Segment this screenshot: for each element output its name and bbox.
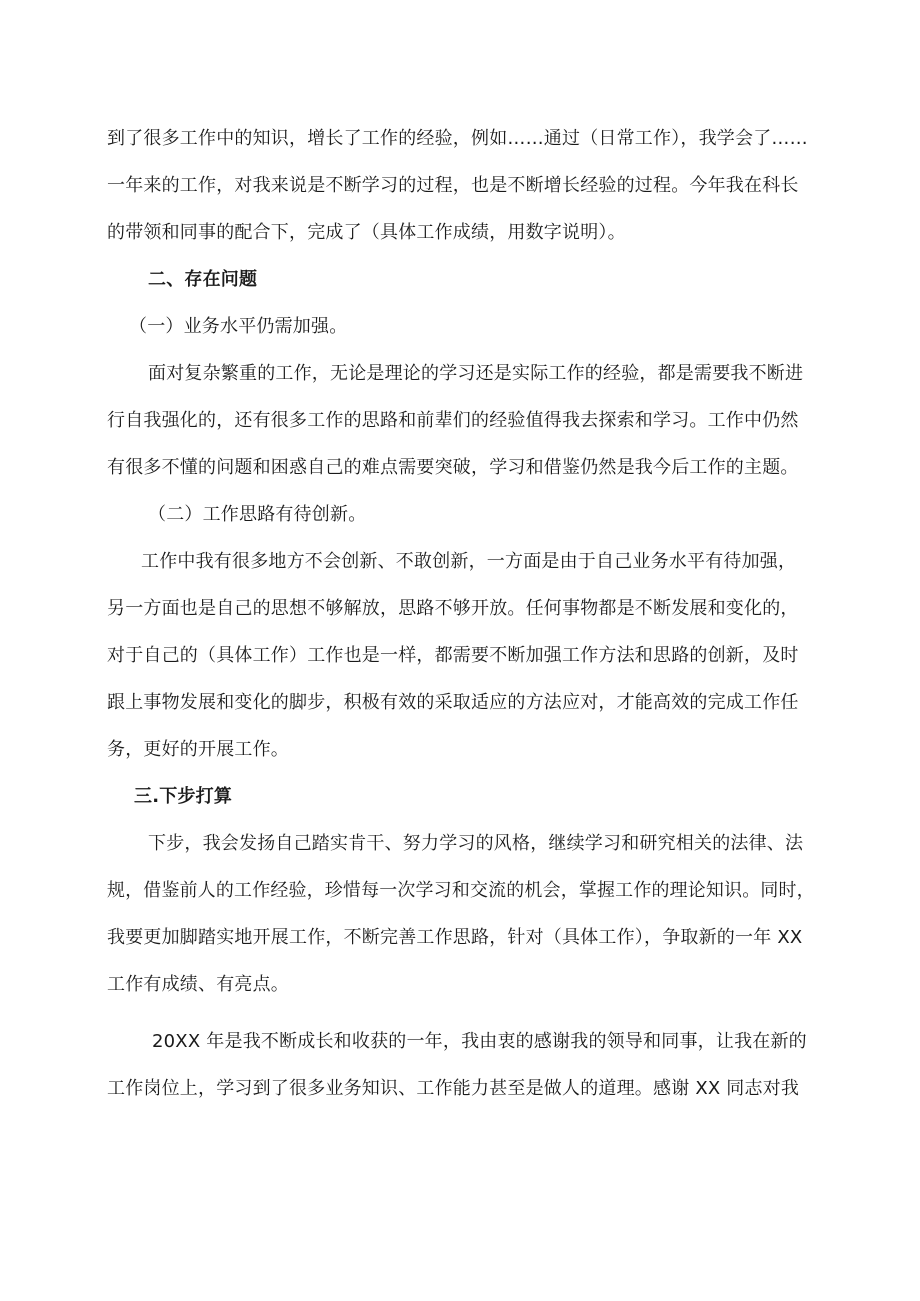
paragraph-line: 规，借鉴前人的工作经验，珍惜每一次学习和交流的机会，掌握工作的理论知识。同时，	[107, 880, 815, 901]
paragraph-line: 工作中我有很多地方不会创新、不敢创新，一方面是由于自己业务水平有待加强，	[141, 551, 797, 572]
paragraph-line: 行自我强化的，还有很多工作的思路和前辈们的经验值得我去探索和学习。工作中仍然	[107, 410, 799, 431]
paragraph-line: 有很多不懂的问题和困惑自己的难点需要突破，学习和借鉴仍然是我今后工作的主题。	[107, 457, 799, 478]
paragraph-line: 工作有成绩、有亮点。	[107, 974, 289, 995]
paragraph-line: 下步，我会发扬自己踏实肯干、努力学习的风格，继续学习和研究相关的法律、法	[148, 833, 804, 854]
paragraph-line: 另一方面也是自己的思想不够解放，思路不够开放。任何事物都是不断发展和变化的，	[107, 598, 799, 619]
paragraph-line: 对于自己的（具体工作）工作也是一样，都需要不断加强工作方法和思路的创新，及时	[107, 645, 799, 666]
paragraph-line: 面对复杂繁重的工作，无论是理论的学习还是实际工作的经验，都是需要我不断进	[148, 363, 804, 384]
paragraph-line: 跟上事物发展和变化的脚步，积极有效的采取适应的方法应对，才能高效的完成工作任	[107, 692, 799, 713]
subsection-title-innovation: （二）工作思路有待创新。	[148, 504, 367, 525]
paragraph-line: 一年来的工作，对我来说是不断学习的过程，也是不断增长经验的过程。今年我在科长	[107, 175, 799, 196]
paragraph-line: 到了很多工作中的知识，增长了工作的经验，例如……通过（日常工作），我学会了……	[107, 128, 808, 149]
section-heading-problems: 二、存在问题	[148, 269, 258, 290]
paragraph-line: 工作岗位上，学习到了很多业务知识、工作能力甚至是做人的道理。感谢 XX 同志对我	[107, 1078, 800, 1099]
paragraph-line: 的带领和同事的配合下，完成了（具体工作成绩，用数字说明）。	[107, 222, 626, 243]
subsection-title-business-level: （一）业务水平仍需加强。	[129, 316, 348, 337]
paragraph-line: 我要更加脚踏实地开展工作，不断完善工作思路，针对（具体工作），争取新的一年 XX	[107, 927, 803, 948]
section-heading-next-steps: 三.下步打算	[134, 786, 233, 807]
paragraph-line: 务，更好的开展工作。	[107, 739, 289, 760]
paragraph-line: 20XX 年是我不断成长和收获的一年，我由衷的感谢我的领导和同事，让我在新的	[152, 1031, 807, 1052]
